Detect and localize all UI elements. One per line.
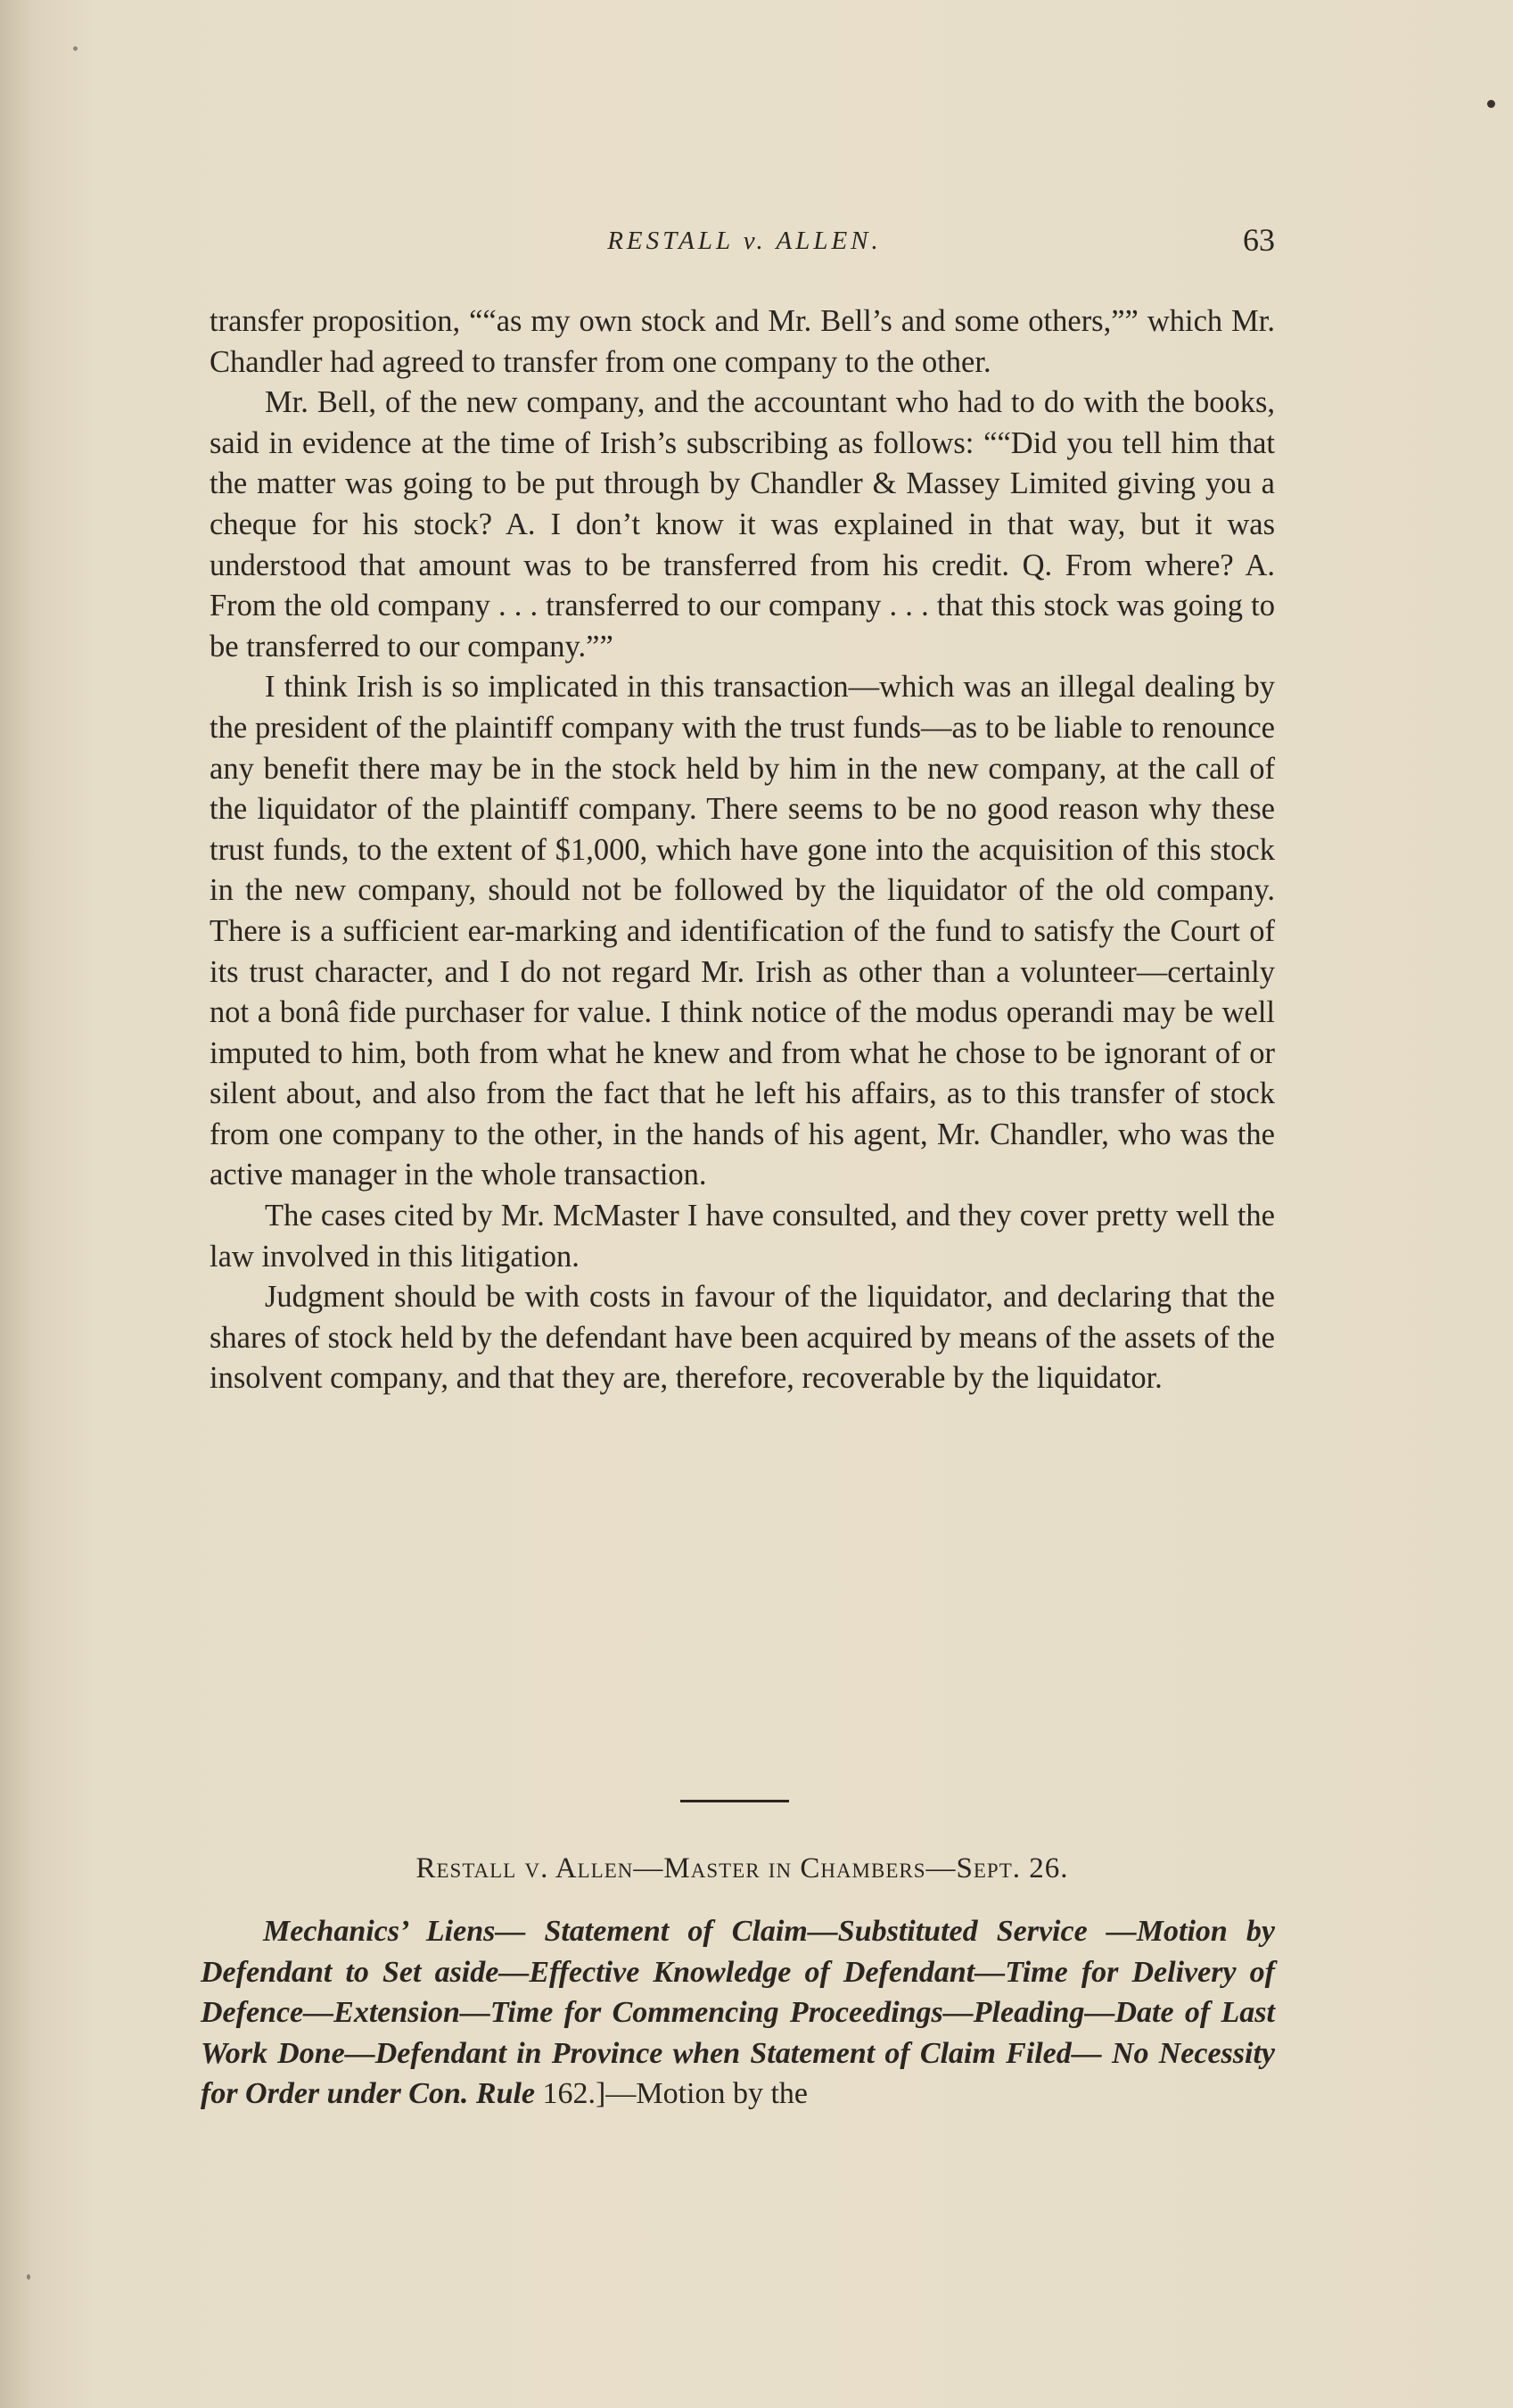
paragraph-bell-evidence: Mr. Bell, of the new company, and the accountant who had to do with the books, said in evidence at the time of Irish’s subscribing as follows: ““Did you tell him that the matter was going to be put through by Chandler & Massey Limited giving you a cheque for his stock? A. I don’t know it was explained in that way, but it was understood that amount was to be transferred from his credit. Q. From where? A. From the old company . . . transferred to our company . . . that this stock was going to be transferred to our company.”” (210, 385, 1275, 664)
paper-speck (1487, 100, 1495, 108)
page-header (214, 221, 1275, 266)
headnote-paragraph (201, 1911, 1275, 2115)
section-divider (680, 1800, 789, 1802)
paragraph-continuation: transfer proposition, ““as my own stock and Mr. Bell’s and some others,”” which Mr. Chandler had agreed to transfer from one company to the other. (210, 304, 1275, 379)
case-headnote (201, 1911, 1275, 2115)
paper-speck (73, 46, 78, 51)
paragraph-cases-cited: The cases cited by Mr. McMaster I have consulted, and they cover pretty well the law involved in this litigation. (210, 1199, 1275, 1274)
headnote-text: 162.]—Motion by the (535, 2077, 808, 2111)
paragraph-irish-implicated: I think Irish is so implicated in this transaction—which was an illegal dealing by the president of the plaintiff company with the trust funds—as to be liable to renounce any benefit there may be in the stock held by him in the new company, at the call of the liquidator of the plaintiff company. There seems to be no good reason why these trust funds, to the extent of $1,000, which have gone into the acquisition of this stock in the new company, should not be followed by the liquidator of the old company. There is a sufficient ear-marking and identification of the fund to satisfy the Court of its trust character, and I do not regard Mr. Irish as other than a volunteer—certainly not a bonâ fide purchaser for value. I think notice of the modus operandi may be well imputed to him, both from what he knew and from what he chose to be ignorant of or silent about, and also from the fact that he left his affairs, as to this transfer of stock from one company to the other, in the hands of his agent, Mr. Chandler, who was the active manager in the whole transaction. (210, 670, 1275, 1192)
judgment-text (210, 301, 1275, 1399)
case-title: Restall v. Allen—Master in Chambers—Sept. 26. (415, 1852, 1069, 1884)
page-number: 63 (1243, 222, 1275, 258)
running-head: RESTALL v. ALLEN. (607, 227, 882, 255)
paragraph-judgment: Judgment should be with costs in favour of the liquidator, and declaring that the shares of stock held by the defendant have been acquired by means of the assets of the insolvent company, and that they are, therefore, recoverable by the liquidator. (210, 1280, 1275, 1396)
headnote-catchwords: Mechanics’ Liens— Statement of Claim—Substituted Service —Motion by Defendant to Set aside—Effective Knowledge of Defendant—Time for Delivery of Defence—Extension—Time for Commencing Proceedings—Pleading—Date of Last Work Done—Defendant in Province when Statement of Claim Filed— No Necessity for Order under Con. Rule (201, 1915, 1275, 2111)
paper-speck (27, 2274, 30, 2280)
